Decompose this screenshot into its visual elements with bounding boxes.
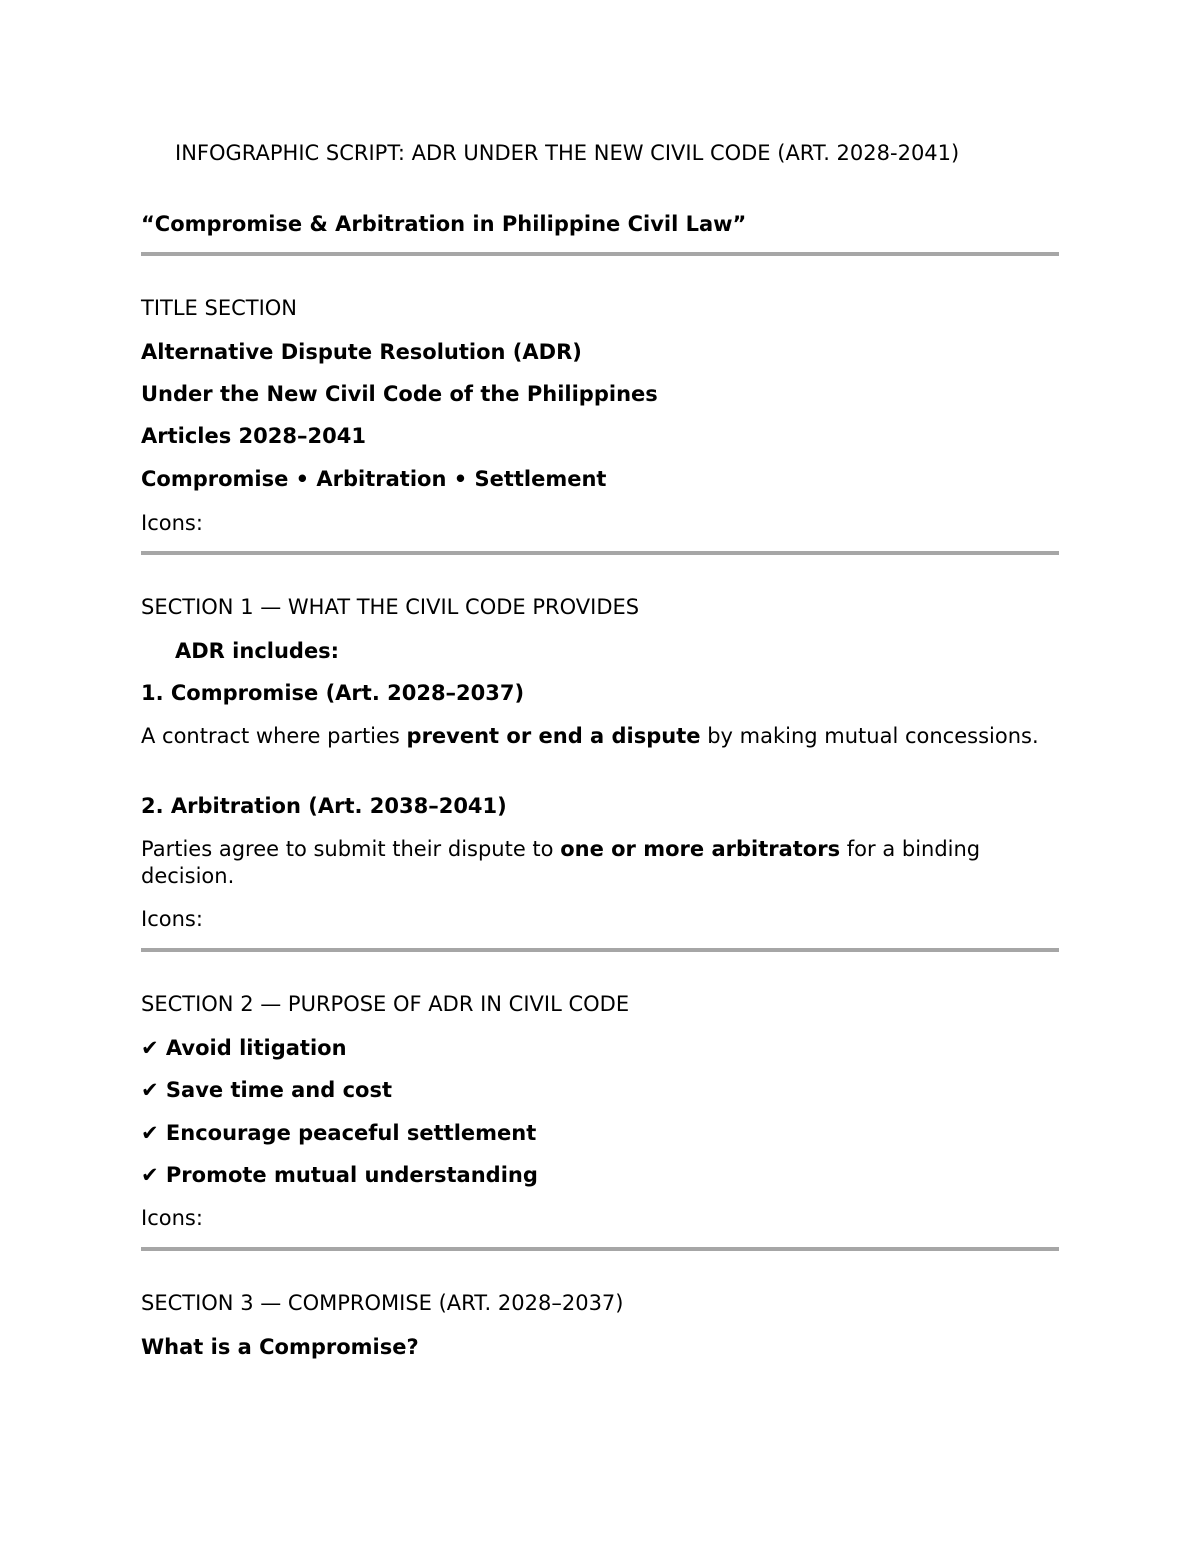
document-title: INFOGRAPHIC SCRIPT: ADR UNDER THE NEW CIVIL CODE (ART. 2028-2041) [175,141,960,165]
section3-question: What is a Compromise? [141,1335,419,1359]
title-icons-label: Icons: [141,511,203,535]
compromise-item-title: 1. Compromise (Art. 2028–2037) [141,681,525,705]
arbitration-item-title: 2. Arbitration (Art. 2038–2041) [141,794,507,818]
title-line-civil-code: Under the New Civil Code of the Philippines [141,382,658,406]
purpose-item: ✔ Save time and cost [141,1078,392,1102]
purpose-item: ✔ Avoid litigation [141,1036,347,1060]
compromise-description-text: A contract where parties [141,724,407,748]
section2-icons-label: Icons: [141,1206,203,1230]
compromise-item-description [141,723,1059,750]
title-line-articles: Articles 2028–2041 [141,424,366,448]
document-subtitle: “Compromise & Arbitration in Philippine Civil Law” [141,212,747,236]
section1-icons-label: Icons: [141,907,203,931]
section-divider [141,252,1059,256]
purpose-item: ✔ Promote mutual understanding [141,1163,538,1187]
section-divider [141,1247,1059,1251]
compromise-description-text-end: by making mutual concessions. [700,724,1039,748]
section-divider [141,551,1059,555]
title-line-topics: Compromise • Arbitration • Settlement [141,467,607,491]
arbitration-item-description [141,836,1059,890]
section-divider [141,948,1059,952]
compromise-description-emphasis: prevent or end a dispute [406,724,701,748]
section2-heading: SECTION 2 — PURPOSE OF ADR IN CIVIL CODE [141,992,630,1016]
section1-heading: SECTION 1 — WHAT THE CIVIL CODE PROVIDES [141,595,640,619]
arbitration-description-text: Parties agree to submit their dispute to [141,837,561,861]
arbitration-description-emphasis: one or more arbitrators [560,837,841,861]
purpose-item: ✔ Encourage peaceful settlement [141,1121,537,1145]
title-line-adr: Alternative Dispute Resolution (ADR) [141,340,582,364]
section1-intro: ADR includes: [175,639,340,663]
section3-heading: SECTION 3 — COMPROMISE (ART. 2028–2037) [141,1291,624,1315]
title-section-heading: TITLE SECTION [141,296,298,320]
arbitration-description-text-end: for a binding decision. [141,837,981,888]
